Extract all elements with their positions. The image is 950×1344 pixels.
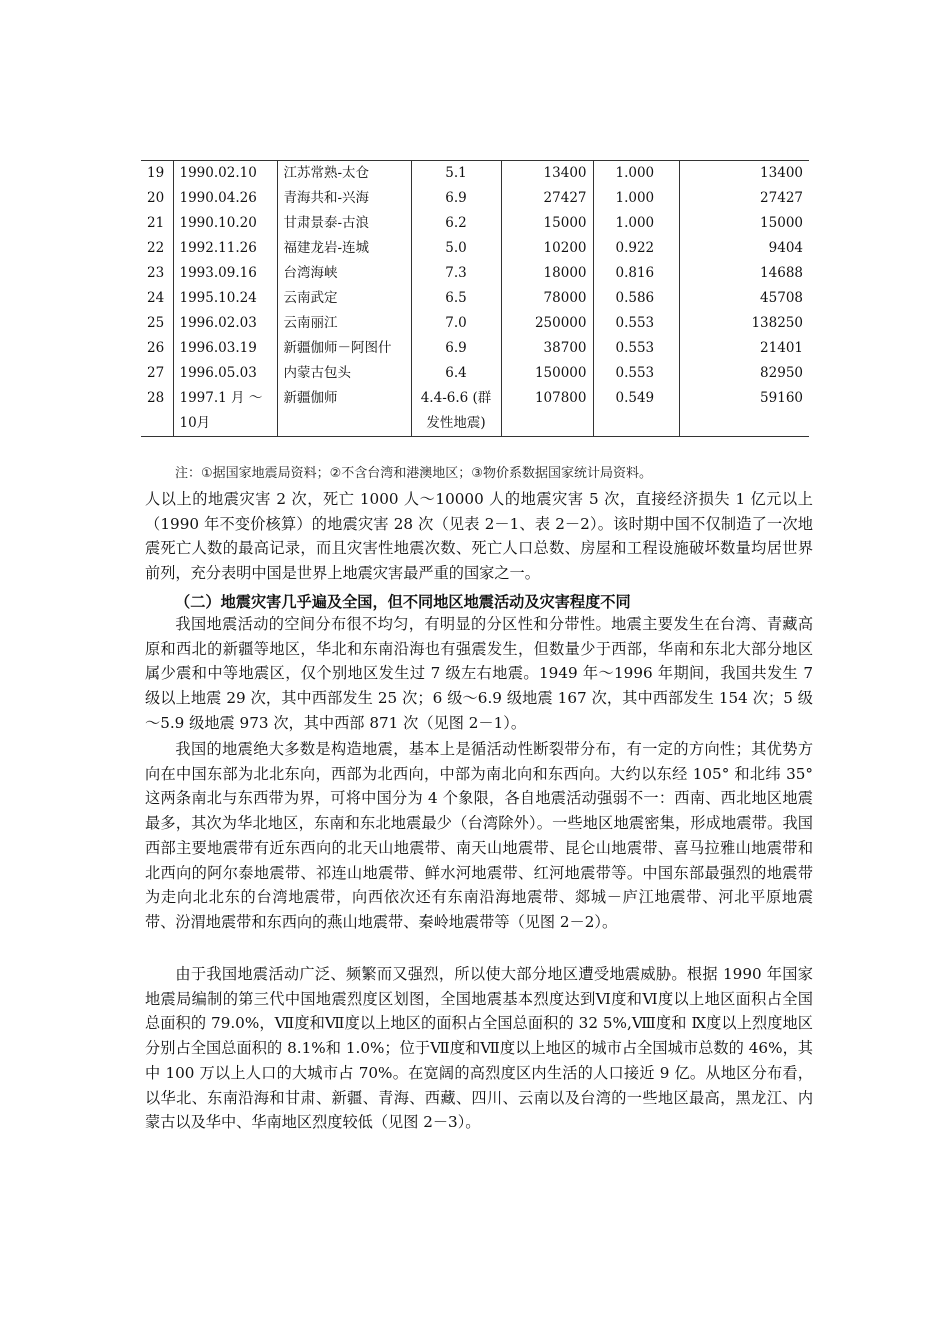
table-row — [141, 336, 809, 361]
cell-magnitude: 6.4 — [411, 361, 501, 386]
cell-place: 新疆伽师 — [277, 386, 411, 437]
table-row — [141, 361, 809, 386]
section-heading: （二）地震灾害几乎遍及全国，但不同地区地震活动及灾害程度不同 — [175, 593, 631, 611]
cell-place: 台湾海峡 — [277, 261, 411, 286]
cell-adjusted-loss: 82950 — [679, 361, 809, 386]
table-row — [141, 286, 809, 311]
cell-number: 21 — [141, 211, 173, 236]
table-note: 注：①据国家地震局资料；②不含台湾和港澳地区；③物价系数据国家统计局资料。 — [175, 466, 652, 481]
cell-adjusted-loss: 13400 — [679, 161, 809, 187]
table-row — [141, 386, 809, 437]
table-row — [141, 311, 809, 336]
cell-date: 1996.05.03 — [173, 361, 277, 386]
earthquake-loss-table — [141, 160, 809, 437]
cell-magnitude: 6.9 — [411, 336, 501, 361]
cell-adjusted-loss: 15000 — [679, 211, 809, 236]
cell-number: 20 — [141, 186, 173, 211]
table-row — [141, 261, 809, 286]
cell-place: 甘肃景泰-古浪 — [277, 211, 411, 236]
cell-date: 1990.02.10 — [173, 161, 277, 187]
cell-date: 1996.03.19 — [173, 336, 277, 361]
cell-price-index: 0.553 — [593, 311, 679, 336]
cell-number: 19 — [141, 161, 173, 187]
cell-magnitude: 5.1 — [411, 161, 501, 187]
table-row — [141, 161, 809, 187]
table-row — [141, 236, 809, 261]
paragraph-intensity: 由于我国地震活动广泛、频繁而又强烈，所以使大部分地区遭受地震威胁。根据 1990 年国家地震局编制的第三代中国地震烈度区划图，全国地震基本烈度达到Ⅵ度和Ⅵ度以上地区面积占全国总面积的 79.0%，Ⅶ度和Ⅶ度以上地区的面积占全国总面积的 32 5%,Ⅷ度和 Ⅸ度以上烈度地区分别占全国总面积的 8.1%和 1.0%；位于Ⅶ度和Ⅶ度以上地区的城市占全国城市总数的 46%，其中 100 万以上人口的大城市占 70%。在宽阔的高烈度区内生活的人口接近 9 亿。从地区分布看，以华北、东南沿海和甘肃、新疆、青海、西藏、四川、云南以及台湾的一些地区最高，黑龙江、内蒙古以及华中、华南地区烈度较低（见图 2－3）。 — [145, 965, 813, 1132]
cell-adjusted-loss: 138250 — [679, 311, 809, 336]
cell-magnitude: 7.0 — [411, 311, 501, 336]
paragraph-continuation: 人以上的地震灾害 2 次，死亡 1000 人～10000 人的地震灾害 5 次，直接经济损失 1 亿元以上（1990 年不变价核算）的地震灾害 28 次（见表 2－1、表 2－2）。该时期中国不仅制造了一次地震死亡人数的最高记录，而且灾害性地震次数、死亡人口总数、房屋和工程设施破坏数量均居世界前列，充分表明中国是世界上地震灾害最严重的国家之一。 — [145, 490, 813, 583]
paragraph-spatial-distribution: 我国地震活动的空间分布很不均匀，有明显的分区性和分带性。地震主要发生在台湾、青藏高原和西北的新疆等地区，华北和东南沿海也有强震发生，但数量少于西部，华南和东北大部分地区属少震和中等地震区，仅个别地区发生过 7 级左右地震。1949 年～1996 年期间，我国共发生 7 级以上地震 29 次，其中西部发生 25 次；6 级～6.9 级地震 167 次，其中西部发生 154 次；5 级～5.9 级地震 973 次，其中西部 871 次（见图 2－1）。 — [145, 615, 813, 732]
cell-number: 22 — [141, 236, 173, 261]
cell-number: 25 — [141, 311, 173, 336]
cell-price-index: 0.586 — [593, 286, 679, 311]
cell-magnitude: 4.4-6.6 (群发性地震) — [411, 386, 501, 437]
cell-price-index: 0.549 — [593, 386, 679, 437]
cell-date: 1992.11.26 — [173, 236, 277, 261]
table-row — [141, 186, 809, 211]
cell-loss: 150000 — [501, 361, 593, 386]
cell-price-index: 0.816 — [593, 261, 679, 286]
cell-price-index: 0.553 — [593, 361, 679, 386]
cell-price-index: 1.000 — [593, 211, 679, 236]
cell-date: 1990.10.20 — [173, 211, 277, 236]
cell-loss: 78000 — [501, 286, 593, 311]
cell-adjusted-loss: 21401 — [679, 336, 809, 361]
cell-magnitude: 7.3 — [411, 261, 501, 286]
cell-price-index: 0.553 — [593, 336, 679, 361]
cell-loss: 250000 — [501, 311, 593, 336]
cell-magnitude: 6.5 — [411, 286, 501, 311]
cell-date: 1993.09.16 — [173, 261, 277, 286]
cell-number: 24 — [141, 286, 173, 311]
table-row — [141, 211, 809, 236]
cell-loss: 15000 — [501, 211, 593, 236]
cell-number: 28 — [141, 386, 173, 437]
paragraph-tectonic: 我国的地震绝大多数是构造地震，基本上是循活动性断裂带分布，有一定的方向性；其优势方向在中国东部为北北东向，西部为北西向，中部为南北向和东西向。大约以东经 105° 和北纬 35° 这两条南北与东西带为界，可将中国分为 4 个象限，各自地震活动强弱不一：西南、西北地区地震最多，其次为华北地区，东南和东北地震最少（台湾除外）。一些地区地震密集，形成地震带。我国西部主要地震带有近东西向的北天山地震带、南天山地震带、昆仑山地震带、喜马拉雅山地震带和北西向的阿尔泰地震带、祁连山地震带、鲜水河地震带、红河地震带等。中国东部最强烈的地震带为走向北北东的台湾地震带，向西依次还有东南沿海地震带、郯城－庐江地震带、河北平原地震带、汾渭地震带和东西向的燕山地震带、秦岭地震带等（见图 2－2）。 — [145, 740, 813, 931]
cell-price-index: 0.922 — [593, 236, 679, 261]
cell-number: 23 — [141, 261, 173, 286]
cell-place: 内蒙古包头 — [277, 361, 411, 386]
cell-magnitude: 6.2 — [411, 211, 501, 236]
cell-loss: 18000 — [501, 261, 593, 286]
cell-date: 1997.1 月 ～ 10月 — [173, 386, 277, 437]
cell-magnitude: 5.0 — [411, 236, 501, 261]
cell-loss: 27427 — [501, 186, 593, 211]
cell-adjusted-loss: 27427 — [679, 186, 809, 211]
cell-place: 新疆伽师－阿图什 — [277, 336, 411, 361]
cell-price-index: 1.000 — [593, 161, 679, 187]
cell-place: 云南武定 — [277, 286, 411, 311]
cell-place: 江苏常熟-太仓 — [277, 161, 411, 187]
cell-magnitude: 6.9 — [411, 186, 501, 211]
cell-number: 26 — [141, 336, 173, 361]
cell-place: 云南丽江 — [277, 311, 411, 336]
cell-date: 1995.10.24 — [173, 286, 277, 311]
cell-date: 1996.02.03 — [173, 311, 277, 336]
cell-place: 青海共和-兴海 — [277, 186, 411, 211]
cell-place: 福建龙岩-连城 — [277, 236, 411, 261]
cell-adjusted-loss: 59160 — [679, 386, 809, 437]
cell-number: 27 — [141, 361, 173, 386]
cell-adjusted-loss: 14688 — [679, 261, 809, 286]
cell-loss: 38700 — [501, 336, 593, 361]
cell-loss: 13400 — [501, 161, 593, 187]
cell-loss: 10200 — [501, 236, 593, 261]
cell-price-index: 1.000 — [593, 186, 679, 211]
cell-loss: 107800 — [501, 386, 593, 437]
cell-date: 1990.04.26 — [173, 186, 277, 211]
cell-adjusted-loss: 9404 — [679, 236, 809, 261]
cell-adjusted-loss: 45708 — [679, 286, 809, 311]
